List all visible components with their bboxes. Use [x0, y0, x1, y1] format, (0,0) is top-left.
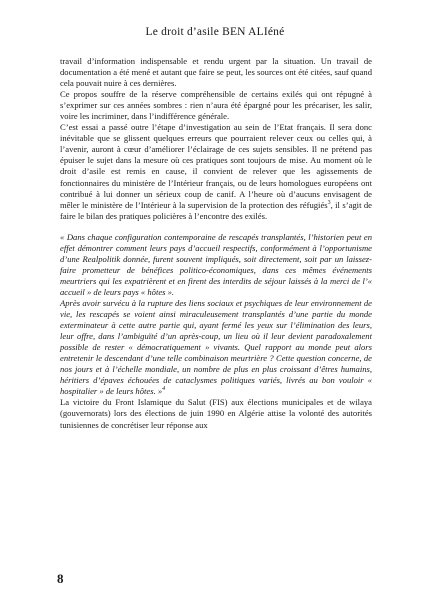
body-text — [60, 56, 372, 431]
quote-text: Après avoir survécu à la rupture des liens sociaux et psychiques de leur environnement de vie, les rescapés se voient ainsi miraculeusement transplantés d’une partie du monde exterminateur à cette autre partie qui, ayant fermé les yeux sur l’élimination des leurs, leur offre, dans l’ambiguïté d’un après-coup, un lieu où il leur devient paradoxalement possible de rester « démocratiquement » vivants. Quel rapport au monde peut alors entretenir le descendant d’une telle combinaison meurtrière ? Cette question concerne, de nos jours et à l’échelle mondiale, un nombre de plus en plus croissant d’êtres humains, héritiers d’épaves échouées de cataclysmes politiques variés, livrés au bon vouloir « hospitalier » de leurs hôtes. » — [60, 297, 372, 397]
block-quote-part-1: « Dans chaque configuration contemporaine de rescapés transplantés, l’historien peut en effet démontrer comment leurs pays d’accueil respectifs, conformément à l’opportunisme d’une Realpolitik donnée, furent souvent impliqués, soit directement, soit par un laissez-faire prometteur de bénéfices politico-économiques, dans ces mêmes événements meurtriers qui les expatrièrent et en firent des interdits de séjour laissés à la merci de l’« accueil » de leurs pays « hôtes ». — [60, 231, 372, 297]
page-number: 8 — [57, 571, 64, 586]
block-quote-part-2 — [60, 298, 372, 397]
spacer — [60, 222, 372, 232]
paragraph — [60, 122, 372, 221]
footnote-ref: 4 — [162, 386, 166, 393]
closing-paragraph: La victoire du Front Islamique du Salut (FIS) aux élections municipales et de wilaya (gouvernorats) lors des élections de juin 1990 en Algérie attise la volonté des autorités tunisiennes de concrétiser leur réponse aux — [60, 397, 372, 430]
paragraph-text-tail: , il s’agit de faire le bilan des pratiques policières à l’encontre des exilés. — [60, 199, 372, 221]
paragraph-text: C’est essai a passé outre l’étape d’investigation au sein de l’Etat français. Il sera donc inévitable que se glissent quelques erreurs que pourraient relever ceux ou celles qui, à l’avenir, auront à cœur d’améliorer l’éclairage de ces sujets sensibles. Il ne prétend pas épuiser le sujet dans la mesure où ces pratiques sont toujours de mise. Au moment où le droit d’asile est remis en cause, il convient de relever que les agissements de fonctionnaires du ministère de l’Intérieur français, ou de leurs homologues européens ont contribué à lui donner un sérieux coup de canif. A l’heure où d’aucuns envisagent de mêler le ministère de l’Intérieur à la supervision de la protection des réfugiés — [60, 122, 372, 210]
running-head: Le droit d’asile BEN ALIéné — [145, 26, 285, 38]
paragraph: travail d’information indispensable et rendu urgent par la situation. Un travail de documentation a été mené et autant que faire se peut, les sources ont été citées, sauf quand cela pouvait nuire à ces dernières. — [60, 56, 372, 89]
paragraph: Ce propos souffre de la réserve compréhensible de certains exilés qui ont répugné à s’exprimer sur ces années sombres : rien n’aura été épargné pour les précariser, les salir, voire les incriminer, dans l’indifférence générale. — [60, 89, 372, 122]
footnote-ref: 3 — [327, 199, 331, 206]
